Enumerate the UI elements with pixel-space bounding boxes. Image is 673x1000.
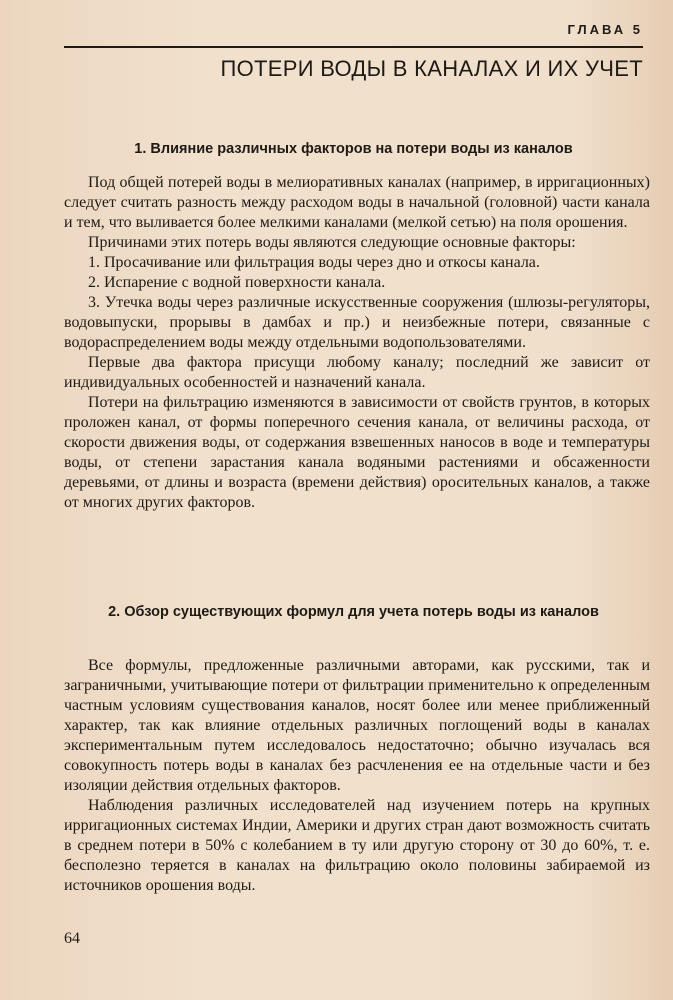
list-item: 3. Утечка воды через различные искусственные сооружения (шлюзы-регуляторы, водовыпуски, прорывы в дамбах и пр.) и неизбежные потери, связанные с водораспределением воды между отдельными водопользователями.	[64, 294, 650, 351]
paragraph: Под общей потерей воды в мелиоративных каналах (например, в ирригационных) следует считать разность между расходом воды в начальной (головной) части канала и тем, что выливается более мелкими каналами (мелкой сетью) на поля орошения.	[64, 174, 650, 231]
header-rule	[64, 46, 643, 48]
paragraph: Потери на фильтрацию изменяются в зависимости от свойств грунтов, в которых проложен канал, от формы поперечного сечения канала, от величины расхода, от скорости движения воды, от содержания взвешенных наносов в воде и температуры воды, от степени зарастания канала водяными растениями и обсаженности деревьями, от длины и возраста (времени действия) оросительных каналов, а также от многих других факторов.	[64, 394, 650, 511]
paragraph: Первые два фактора присущи любому каналу; последний же зависит от индивидуальных особенностей и назначений канала.	[64, 354, 650, 391]
chapter-title: ПОТЕРИ ВОДЫ В КАНАЛАХ И ИХ УЧЕТ	[220, 56, 643, 81]
section-2-heading: 2. Обзор существующих формул для учета потерь воды из каналов	[108, 604, 599, 620]
section-1-body	[64, 173, 650, 513]
paragraph: Наблюдения различных исследователей над изучением потерь на крупных ирригационных системах Индии, Америки и других стран дают возможность считать в среднем потери в 50% с колебанием в ту или другую сторону от 30 до 60%, т. е. бесполезно теряется в каналах на фильтрацию около половины забираемой из источников орошения воды.	[64, 797, 650, 894]
page-number: 64	[64, 930, 80, 947]
paragraph: Причинами этих потерь воды являются следующие основные факторы:	[88, 234, 576, 251]
paragraph: Все формулы, предложенные различными авторами, как русскими, так и заграничными, учитывающие потери от фильтрации применительно к определенным частным условиям существования каналов, носят более или менее приближенный характер, так как влияние отдельных различных поглощений воды в каналах экспериментальным путем исследовалось недостаточно; обычно изучалась вся совокупность потерь воды в каналах без расчленения ее на отдельные части и без изоляции действия отдельных факторов.	[64, 657, 650, 794]
chapter-label: ГЛАВА 5	[567, 22, 643, 37]
section-1-heading: 1. Влияние различных факторов на потери воды из каналов	[134, 141, 573, 157]
section-2-body	[64, 656, 650, 896]
list-item: 2. Испарение с водной поверхности канала.	[88, 274, 386, 291]
list-item: 1. Просачивание или фильтрация воды через дно и откосы канала.	[88, 254, 540, 271]
